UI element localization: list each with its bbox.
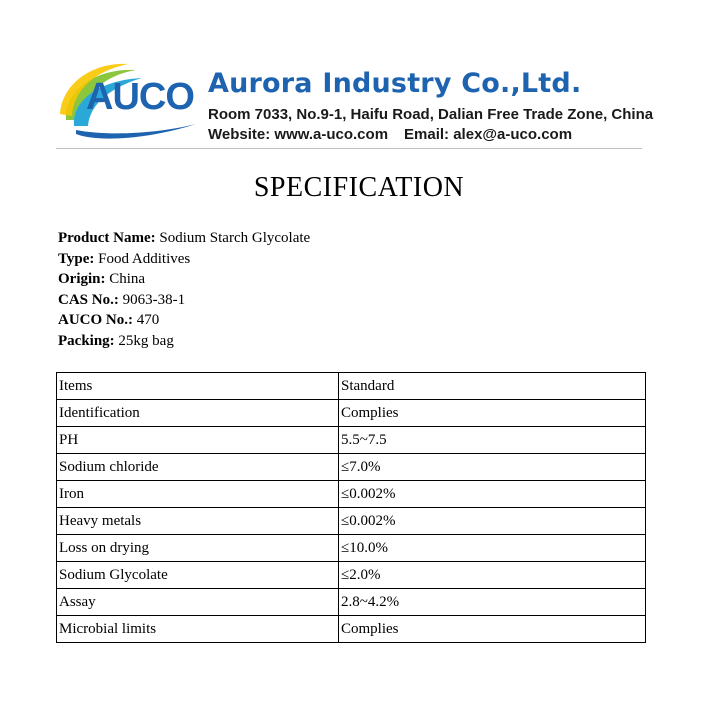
table-row [57,589,646,616]
website-text[interactable]: Website: www.a-uco.com [208,126,389,143]
company-logo [56,60,201,146]
table-row [57,481,646,508]
cas-row [58,290,310,311]
header-standard: Standard [339,373,646,400]
standard-cell: ≤7.0% [339,454,646,481]
header-divider [56,148,642,149]
item-cell: Assay [57,589,339,616]
logo-wordmark: AUCO [86,76,194,118]
info-value: 25kg bag [114,332,174,349]
item-cell: Sodium Glycolate [57,562,339,589]
standard-cell: ≤2.0% [339,562,646,589]
info-value: Food Additives [94,250,191,267]
table-header-row [57,373,646,400]
product-name-row [58,228,310,249]
info-label: Type: [58,250,95,267]
standard-cell: Complies [339,400,646,427]
table-row [57,535,646,562]
item-cell: PH [57,427,339,454]
item-cell: Heavy metals [57,508,339,535]
item-cell: Microbial limits [57,616,339,643]
origin-row [58,269,310,290]
header-items: Items [57,373,339,400]
table-row [57,427,646,454]
packing-row [58,331,310,352]
email-text[interactable]: Email: alex@a-uco.com [404,126,573,143]
standard-cell: ≤0.002% [339,481,646,508]
table-row [57,400,646,427]
item-cell: Sodium chloride [57,454,339,481]
item-cell: Iron [57,481,339,508]
standard-cell: 2.8~4.2% [339,589,646,616]
table-row [57,616,646,643]
info-value: China [105,271,146,287]
product-info [58,228,310,351]
info-value: 9063-38-1 [118,291,186,308]
document-title: SPECIFICATION [253,172,465,203]
table-row [57,508,646,535]
info-value: Sodium Starch Glycolate [155,230,311,246]
info-label: Origin: [58,271,106,287]
company-name: Aurora Industry Co.,Ltd. [208,68,582,99]
company-address: Room 7033, No.9-1, Haifu Road, Dalian Free Trade Zone, China [208,106,654,123]
contact-line [208,126,572,143]
item-cell: Loss on drying [57,535,339,562]
standard-cell: ≤10.0% [339,535,646,562]
auco-no-row [58,310,310,331]
standard-cell: Complies [339,616,646,643]
standard-cell: 5.5~7.5 [339,427,646,454]
info-label: AUCO No.: [58,312,133,328]
info-label: Packing: [58,332,115,349]
item-cell: Identification [57,400,339,427]
specification-table [56,372,646,643]
letterhead [56,60,654,150]
info-label: CAS No.: [58,291,119,308]
type-row [58,249,310,270]
info-label: Product Name: [58,230,156,246]
table-row [57,562,646,589]
info-value: 470 [133,312,160,328]
table-row [57,454,646,481]
standard-cell: ≤0.002% [339,508,646,535]
